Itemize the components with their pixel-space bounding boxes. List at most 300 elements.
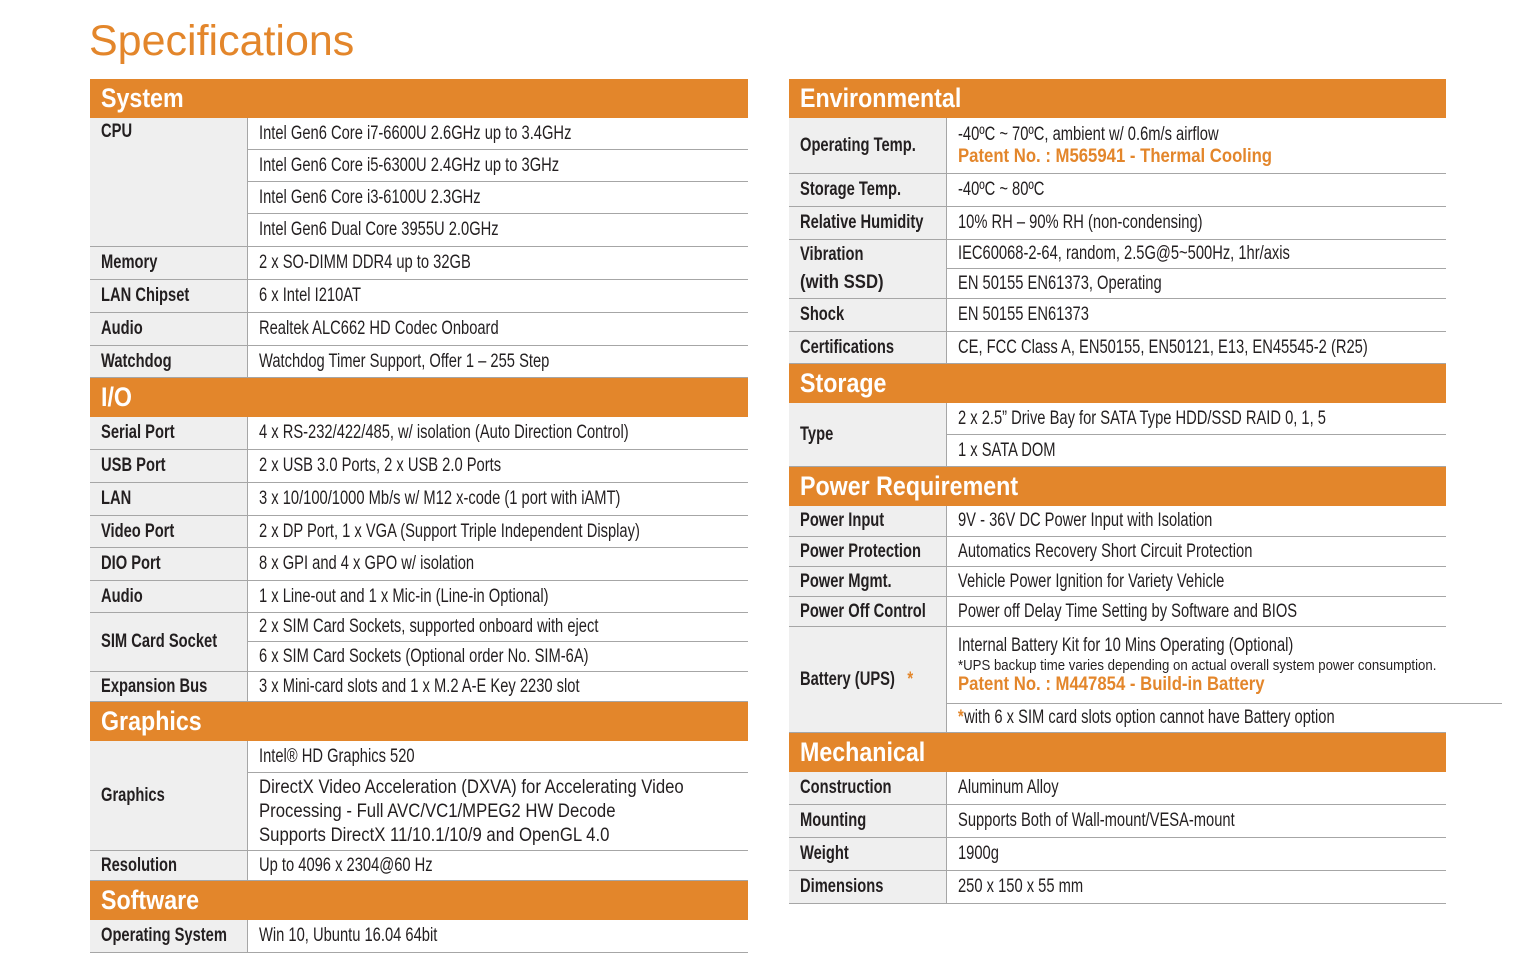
section-mechanical [789, 733, 1446, 904]
spec-label-text [800, 571, 904, 593]
spec-value-main: Watchdog Timer Support, Offer 1 – 255 Step [259, 350, 550, 372]
spec-row [789, 207, 1446, 240]
section-heading [789, 467, 1446, 506]
section-heading [90, 881, 748, 920]
spec-label-text [101, 553, 169, 575]
spec-label [789, 118, 947, 173]
spec-label-text [101, 785, 173, 807]
spec-label-main: Operating Temp. [800, 134, 916, 156]
spec-label-text [101, 631, 233, 653]
spec-value-main: 2 x SIM Card Sockets, supported onboard with eject [259, 616, 599, 637]
spec-value-text [958, 243, 1387, 265]
spec-row [90, 516, 748, 548]
spec-value-text [958, 571, 1387, 593]
spec-value [248, 247, 748, 279]
section-heading [789, 364, 1446, 403]
spec-label [90, 851, 248, 880]
spec-value-line: DirectX Video Acceleration (DXVA) for Accelerating Video [259, 776, 684, 798]
spec-label-text [800, 669, 914, 691]
spec-label-main: Weight [800, 843, 849, 864]
spec-label-main: Type [800, 423, 834, 445]
spec-value-main: Supports Both of Wall-mount/VESA-mount [958, 810, 1235, 831]
spec-label-text [101, 422, 185, 444]
spec-row [789, 537, 1446, 567]
section-system [90, 79, 748, 378]
spec-value-main: Intel Gen6 Core i7-6600U 2.6GHz up to 3.4GHz [259, 122, 572, 144]
spec-value [947, 174, 1446, 206]
spec-label [90, 483, 248, 515]
spec-label [90, 516, 248, 547]
spec-label-main: Memory [101, 252, 158, 273]
spec-value-text [259, 925, 689, 947]
spec-label-text [101, 586, 148, 608]
spec-value-main: Intel® HD Graphics 520 [259, 745, 415, 767]
spec-label-main: Audio [101, 585, 143, 607]
spec-value-main: 6 x SIM Card Sockets (Optional order No. SIM-6A) [259, 645, 589, 667]
spec-label-main: Storage Temp. [800, 179, 902, 200]
spec-label-text [800, 777, 904, 799]
spec-label-text [800, 212, 940, 234]
spec-values [248, 741, 748, 850]
section-heading [90, 79, 748, 118]
spec-value-main: Intel Gen6 Core i5-6300U 2.4GHz up to 3GHz [259, 154, 560, 176]
spec-value-main: 2 x 2.5” Drive Bay for SATA Type HDD/SSD RAID 0, 1, 5 [958, 407, 1326, 429]
spec-label [789, 403, 947, 466]
section-storage [789, 364, 1446, 467]
spec-row [90, 548, 748, 581]
spec-label [90, 672, 248, 701]
spec-values [947, 871, 1446, 903]
spec-row [789, 403, 1446, 467]
spec-value-text [259, 285, 689, 307]
spec-value [248, 581, 748, 612]
spec-label-main: Shock [800, 304, 845, 325]
spec-value-text [958, 273, 1387, 295]
spec-value-text [259, 155, 689, 177]
spec-values [248, 613, 748, 671]
spec-label [789, 537, 947, 566]
spec-values [248, 247, 748, 279]
spec-label [789, 597, 947, 626]
spec-label [90, 741, 248, 850]
spec-value-text [958, 408, 1387, 430]
spec-values [947, 403, 1446, 466]
spec-values [947, 506, 1446, 536]
spec-row [789, 805, 1446, 838]
spec-values [947, 597, 1446, 626]
spec-value-main: Automatics Recovery Short Circuit Protection [958, 540, 1253, 562]
spec-value [248, 118, 748, 150]
spec-label [789, 627, 947, 732]
spec-label-main: LAN [101, 488, 132, 509]
spec-value [248, 920, 748, 952]
spec-value [947, 772, 1446, 804]
spec-value-main: Internal Battery Kit for 10 Mins Operating (Optional) [958, 634, 1294, 656]
spec-value-main: 2 x SO-DIMM DDR4 up to 32GB [259, 252, 471, 273]
spec-label-text [800, 810, 875, 832]
spec-label-text [800, 876, 895, 898]
spec-value-main: 3 x 10/100/1000 Mb/s w/ M12 x-code (1 port with iAMT) [259, 488, 621, 509]
spec-label [789, 838, 947, 870]
spec-label [90, 313, 248, 345]
spec-value-text [958, 810, 1387, 832]
spec-value [947, 506, 1446, 536]
spec-value [947, 871, 1446, 903]
spec-label-text [800, 541, 938, 563]
spec-row [789, 332, 1446, 364]
spec-values [947, 627, 1502, 732]
spec-values [947, 537, 1446, 566]
spec-row [90, 581, 748, 613]
spec-value-text [958, 440, 1387, 462]
spec-row [90, 483, 748, 516]
spec-values [947, 805, 1446, 837]
spec-value [248, 346, 748, 377]
spec-label-text [101, 521, 184, 543]
spec-label [789, 174, 947, 206]
patent-note: Patent No. : M447854 - Build-in Battery [958, 673, 1265, 695]
section-heading-text: Environmental [800, 83, 962, 113]
spec-row [90, 613, 748, 672]
spec-value-main: 250 x 150 x 55 mm [958, 876, 1084, 897]
spec-value [248, 450, 748, 482]
spec-value-main: -40ºC ~ 80ºC [958, 179, 1045, 200]
spec-value-main: 3 x Mini-card slots and 1 x M.2 A-E Key 2230 slot [259, 675, 580, 697]
spec-label-main: SIM Card Socket [101, 631, 218, 652]
spec-values [947, 772, 1446, 804]
spec-row [90, 280, 748, 313]
spec-value-text [259, 616, 689, 638]
spec-value-main: Up to 4096 x 2304@60 Hz [259, 854, 433, 876]
section-i-o [90, 378, 748, 702]
spec-value [947, 704, 1502, 732]
spec-value-text [259, 553, 689, 575]
spec-value-main: Intel Gen6 Dual Core 3955U 2.0GHz [259, 219, 499, 240]
spec-value-text [958, 635, 1436, 657]
asterisk-mark: * [958, 707, 964, 728]
spec-value-main: 4 x RS-232/422/485, w/ isolation (Auto Direction Control) [259, 422, 629, 443]
spec-value [248, 150, 748, 182]
spec-value-main: CE, FCC Class A, EN50155, EN50121, E13, EN45545-2 (R25) [958, 336, 1368, 358]
spec-value [947, 240, 1446, 269]
spec-label [90, 280, 248, 312]
spec-values [248, 450, 748, 482]
spec-row [90, 346, 748, 378]
spec-row [789, 597, 1446, 627]
spec-label-main: Mounting [800, 810, 867, 831]
spec-value [947, 627, 1502, 704]
spec-row [789, 838, 1446, 871]
spec-value-main: 2 x USB 3.0 Ports, 2 x USB 2.0 Ports [259, 455, 502, 476]
spec-value-text [259, 455, 689, 477]
spec-row [789, 118, 1446, 174]
spec-value [947, 838, 1446, 870]
section-heading-text: Mechanical [800, 737, 926, 767]
spec-values [248, 851, 748, 880]
spec-value [947, 805, 1446, 837]
spec-value [947, 118, 1446, 173]
spec-value [248, 642, 748, 671]
spec-value [947, 403, 1446, 435]
page-title: Specifications [89, 17, 355, 65]
spec-label-main: Construction [800, 777, 892, 798]
spec-values [248, 920, 748, 952]
spec-value [248, 672, 748, 701]
spec-value-text [259, 187, 689, 209]
section-heading-text: Graphics [101, 706, 202, 736]
spec-column-left [90, 79, 748, 953]
spec-value [947, 299, 1446, 331]
spec-value-text [259, 855, 689, 877]
spec-value [248, 417, 748, 449]
spec-values [947, 299, 1446, 331]
spec-value-main: IEC60068-2-64, random, 2.5G@5~500Hz, 1hr/axis [958, 243, 1290, 264]
spec-value-text [958, 843, 1387, 865]
spec-values [248, 672, 748, 701]
spec-label [90, 450, 248, 482]
spec-label-text [800, 424, 838, 446]
section-software [90, 881, 748, 953]
spec-label-text [800, 843, 855, 865]
spec-row [789, 506, 1446, 537]
spec-value-text [958, 212, 1387, 234]
spec-label-text [101, 318, 148, 340]
section-heading-text: Storage [800, 368, 887, 398]
spec-row [789, 772, 1446, 805]
spec-value-text [259, 252, 689, 274]
spec-label-main: USB Port [101, 455, 166, 476]
spec-label-text [101, 121, 136, 143]
spec-label-main: Watchdog [101, 350, 172, 372]
spec-value [947, 435, 1446, 466]
spec-label-text [101, 285, 201, 307]
spec-label-main: Video Port [101, 520, 175, 542]
section-heading-text: I/O [101, 382, 132, 412]
spec-value-text [259, 318, 689, 340]
spec-value-text [259, 646, 689, 668]
spec-value-main: Aluminum Alloy [958, 777, 1059, 798]
spec-label [90, 581, 248, 612]
spec-label-text [101, 855, 187, 877]
spec-label-main: Relative Humidity [800, 212, 924, 233]
spec-label [789, 299, 947, 331]
spec-value [248, 182, 748, 214]
footnote-text: *UPS backup time varies depending on actual overall system power consumption. [958, 656, 1437, 674]
spec-value-text [958, 777, 1387, 799]
spec-value-text [259, 746, 689, 768]
spec-label-main: Power Mgmt. [800, 570, 892, 592]
spec-value-line: Supports DirectX 11/10.1/10/9 and OpenGL 4.0 [259, 824, 610, 846]
spec-row [90, 672, 748, 702]
spec-row [789, 567, 1446, 597]
spec-value [248, 280, 748, 312]
spec-label-main: Resolution [101, 854, 178, 876]
spec-value-text [958, 179, 1387, 201]
spec-label-main: Vibration [800, 244, 864, 265]
section-heading [789, 733, 1446, 772]
spec-label-text [800, 135, 932, 157]
spec-label-main: LAN Chipset [101, 285, 190, 306]
spec-value-text [958, 510, 1387, 532]
spec-label [789, 332, 947, 363]
spec-label-text-line2: (with SSD) [800, 272, 884, 293]
spec-value-text [259, 586, 689, 608]
spec-label-text [800, 179, 915, 201]
spec-row [90, 118, 748, 247]
asterisk-mark: * [907, 668, 914, 690]
spec-value [947, 332, 1487, 363]
spec-value-main: Power off Delay Time Setting by Software and BIOS [958, 600, 1298, 622]
spec-values [947, 240, 1446, 298]
spec-value [947, 269, 1446, 298]
spec-values [248, 118, 748, 246]
spec-value-text [259, 521, 692, 543]
spec-value-text [958, 337, 1424, 359]
spec-value [248, 516, 751, 547]
spec-value [248, 313, 748, 345]
spec-row [90, 741, 748, 851]
spec-value [947, 207, 1446, 239]
spec-label [789, 506, 947, 536]
spec-label [90, 346, 248, 377]
spec-value-text [259, 123, 689, 145]
spec-values [947, 207, 1446, 239]
spec-label-main: Serial Port [101, 422, 175, 443]
spec-label-main: Power Protection [800, 540, 921, 562]
spec-value-text [958, 876, 1387, 898]
section-heading-text: System [101, 83, 184, 113]
spec-label-text [800, 510, 896, 532]
spec-label-text [800, 241, 872, 269]
spec-value [248, 483, 748, 515]
spec-label [90, 118, 248, 246]
spec-value-main: Win 10, Ubuntu 16.04 64bit [259, 925, 438, 946]
spec-value-text [259, 422, 689, 444]
spec-label [90, 247, 248, 279]
spec-label [90, 417, 248, 449]
spec-values [248, 483, 748, 515]
spec-value-main: 2 x DP Port, 1 x VGA (Support Triple Independent Display) [259, 520, 640, 542]
spec-values [248, 280, 748, 312]
spec-label-main: Power Input [800, 510, 885, 531]
spec-row [789, 871, 1446, 904]
patent-note: Patent No. : M565941 - Thermal Cooling [958, 145, 1273, 167]
spec-label-text [101, 252, 165, 274]
spec-label [90, 548, 248, 580]
spec-row [90, 247, 748, 280]
spec-label-main: CPU [101, 121, 133, 142]
spec-value [947, 567, 1446, 596]
spec-value-main: 6 x Intel I210AT [259, 285, 361, 306]
spec-value [248, 851, 748, 880]
spec-value-text [958, 707, 1436, 729]
spec-label-main: Certifications [800, 336, 895, 358]
spec-label-main: DIO Port [101, 553, 161, 574]
spec-row [789, 240, 1446, 299]
spec-values [947, 567, 1446, 596]
spec-values [947, 838, 1446, 870]
spec-label [789, 240, 947, 298]
spec-value-main: Intel Gen6 Core i3-6100U 2.3GHz [259, 186, 481, 208]
spec-row [90, 920, 748, 953]
spec-label-main: Audio [101, 318, 143, 339]
spec-value [248, 773, 748, 850]
spec-value-text [259, 219, 689, 241]
spec-value [947, 537, 1446, 566]
spec-value [947, 597, 1446, 626]
spec-value-line: Processing - Full AVC/VC1/MPEG2 HW Decode [259, 800, 616, 822]
spec-value-main: EN 50155 EN61373 [958, 304, 1089, 325]
section-graphics [90, 702, 748, 881]
spec-value [248, 548, 748, 580]
spec-label-main: Power Off Control [800, 600, 926, 622]
spec-value-main: Realtek ALC662 HD Codec Onboard [259, 318, 499, 339]
spec-label [789, 805, 947, 837]
section-heading [90, 702, 748, 741]
spec-values [248, 516, 751, 547]
section-heading [90, 378, 748, 417]
spec-values [248, 548, 748, 580]
spec-value-text [259, 351, 689, 373]
spec-label-main: Dimensions [800, 876, 884, 897]
section-heading-text: Power Requirement [800, 471, 1019, 501]
section-heading [789, 79, 1446, 118]
spec-label-text [800, 601, 943, 623]
spec-value-main: -40ºC ~ 70ºC, ambient w/ 0.6m/s airflow [958, 123, 1219, 145]
spec-row [90, 450, 748, 483]
spec-value-text [958, 601, 1387, 623]
spec-value-main: 1900g [958, 843, 999, 864]
spec-label-main: Graphics [101, 784, 165, 806]
spec-label-main: Expansion Bus [101, 675, 208, 697]
spec-row [789, 627, 1446, 733]
spec-value-text [958, 124, 1387, 146]
spec-row [90, 851, 748, 881]
spec-value-main: with 6 x SIM card slots option cannot have Battery option [964, 707, 1336, 728]
spec-values [248, 346, 748, 377]
spec-label-text [101, 488, 135, 510]
spec-value-main: 9V - 36V DC Power Input with Isolation [958, 510, 1213, 531]
spec-values [248, 417, 748, 449]
spec-label [789, 567, 947, 596]
spec-label [90, 613, 248, 671]
spec-value-text [259, 488, 689, 510]
spec-values [248, 313, 748, 345]
spec-label-text [101, 351, 181, 373]
spec-values [947, 174, 1446, 206]
section-power-requirement [789, 467, 1446, 733]
section-heading-text: Software [101, 885, 200, 915]
spec-value-text [259, 676, 689, 698]
spec-label [789, 207, 947, 239]
spec-value-main: EN 50155 EN61373, Operating [958, 272, 1162, 294]
spec-label [90, 920, 248, 952]
spec-value-main: 1 x Line-out and 1 x Mic-in (Line-in Optional) [259, 585, 549, 607]
spec-label-main: Operating System [101, 925, 227, 946]
spec-label-text [101, 455, 174, 477]
spec-label-text [800, 304, 850, 326]
spec-values [248, 581, 748, 612]
spec-value-main: 10% RH – 90% RH (non-condensing) [958, 212, 1203, 233]
spec-column-right [789, 79, 1446, 904]
spec-value-text [958, 541, 1387, 563]
spec-value [248, 613, 748, 642]
spec-values [947, 332, 1487, 363]
spec-label-main: Battery (UPS) [800, 668, 895, 690]
spec-values [947, 118, 1446, 173]
spec-row [789, 174, 1446, 207]
spec-row [90, 417, 748, 450]
